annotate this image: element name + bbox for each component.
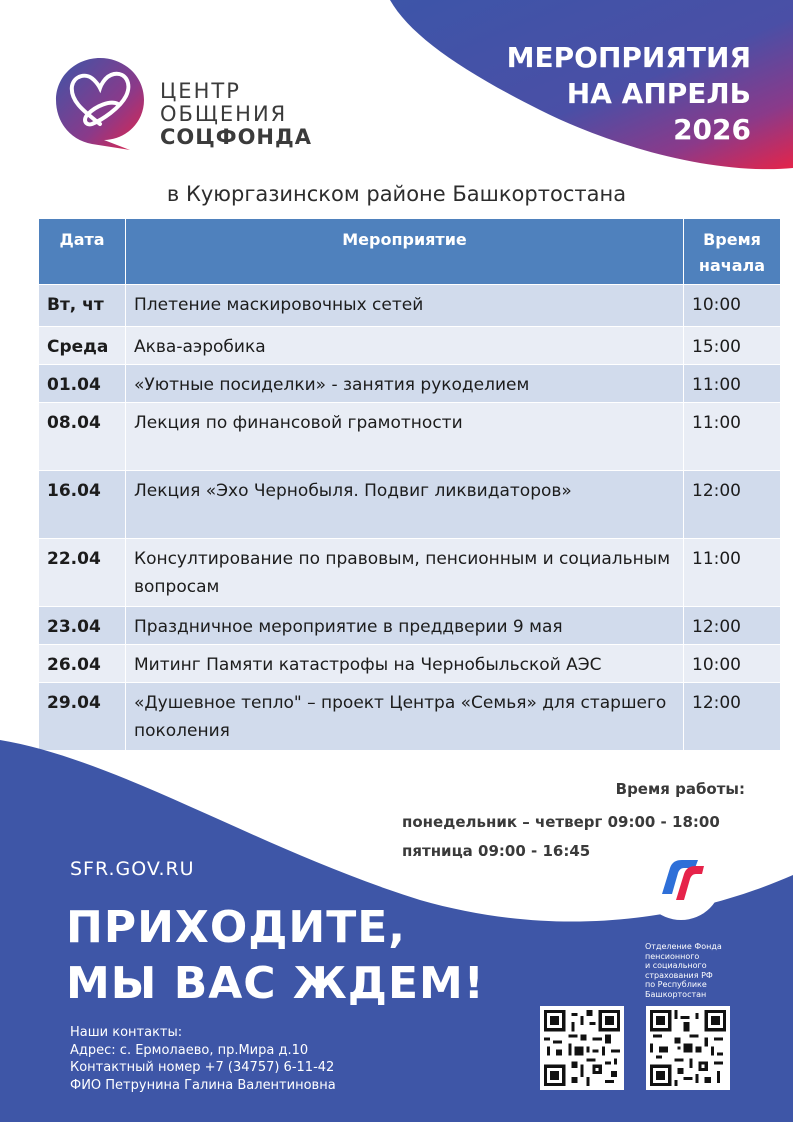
logo-line-2: ОБЩЕНИЯ [160,102,288,126]
sfr-line-3: и социального [645,961,707,970]
title-line-2: НА АПРЕЛЬ [566,77,751,110]
cta-line-1: ПРИХОДИТЕ, [66,902,407,953]
contacts-address: Адрес: с. Ермолаево, пр.Мира д.10 [70,1042,309,1058]
sfr-caption [645,942,745,999]
row-date: Среда [39,327,126,365]
qr-code-icon [544,1010,620,1086]
row-date: 29.04 [39,683,126,751]
qr-code-icon [650,1010,726,1086]
sfr-line-4: страхования РФ [645,970,713,980]
row-date: 22.04 [39,539,126,607]
work-hours-weekdays: понедельник – четверг 09:00 - 18:00 [402,813,720,831]
row-event: Плетение маскировочных сетей [126,285,684,327]
row-event: «Душевное тепло" – проект Центра «Семья» для старшего поколения [126,683,684,751]
table-row [39,403,781,471]
row-time: 11:00 [684,365,781,403]
sfr-line-2: пенсионного [645,951,700,961]
table-row [39,285,781,327]
events-table [38,218,781,751]
row-event: Лекция «Эхо Чернобыля. Подвиг ликвидаторов» [126,471,684,539]
contacts-title: Наши контакты: [70,1025,183,1040]
row-event: «Уютные посиделки» - занятия рукоделием [126,365,684,403]
row-time: 12:00 [684,471,781,539]
header-time: Время начала [684,219,781,285]
sfr-line-1: Отделение Фонда [645,942,722,951]
row-event: Праздничное мероприятие в преддверии 9 мая [126,607,684,645]
table-row [39,365,781,403]
row-time: 12:00 [684,607,781,645]
page-title [421,40,751,148]
region-subtitle: в Куюргазинском районе Башкортостана [166,182,627,206]
cta-line-2: МЫ ВАС ЖДЕМ! [66,958,485,1009]
heart-speech-bubble-icon [52,54,148,150]
table-row [39,539,781,607]
contacts-block [70,1024,336,1094]
row-date: 16.04 [39,471,126,539]
header-date: Дата [39,219,126,285]
logo-wordmark [160,80,312,149]
row-event: Лекция по финансовой грамотности [126,403,684,471]
qr-code-left[interactable] [540,1006,624,1090]
work-hours-friday: пятница 09:00 - 16:45 [402,842,591,860]
row-time: 11:00 [684,403,781,471]
logo-line-3: СОЦФОНДА [160,125,312,149]
logo-line-1: ЦЕНТР [160,79,241,103]
table-header-row [39,219,781,285]
row-date: 08.04 [39,403,126,471]
row-event: Консултирование по правовым, пенсионным и социальным вопросам [126,539,684,607]
row-time: 15:00 [684,327,781,365]
title-line-1: МЕРОПРИЯТИЯ [506,41,751,74]
header-event: Мероприятие [126,219,684,285]
row-time: 12:00 [684,683,781,751]
sfr-line-5: по Республике [645,980,707,989]
table-row [39,327,781,365]
work-hours-title: Время работы: [615,780,745,798]
sfr-logo-icon [640,838,722,920]
sfr-line-6: Башкортостан [645,989,707,999]
table-row [39,645,781,683]
row-date: 26.04 [39,645,126,683]
row-event: Аква-аэробика [126,327,684,365]
contacts-person: ФИО Петрунина Галина Валентиновна [70,1077,336,1093]
row-time: 10:00 [684,285,781,327]
table-row [39,607,781,645]
row-date: 01.04 [39,365,126,403]
row-date: Вт, чт [39,285,126,327]
call-to-action [66,900,485,1012]
row-time: 11:00 [684,539,781,607]
row-event: Митинг Памяти катастрофы на Чернобыльской АЭС [126,645,684,683]
website-link[interactable]: SFR.GOV.RU [70,858,195,880]
table-row [39,471,781,539]
qr-code-right[interactable] [646,1006,730,1090]
row-time: 10:00 [684,645,781,683]
row-date: 23.04 [39,607,126,645]
title-line-3: 2026 [673,113,751,146]
contacts-phone: Контактный номер +7 (34757) 6-11-42 [70,1060,335,1075]
